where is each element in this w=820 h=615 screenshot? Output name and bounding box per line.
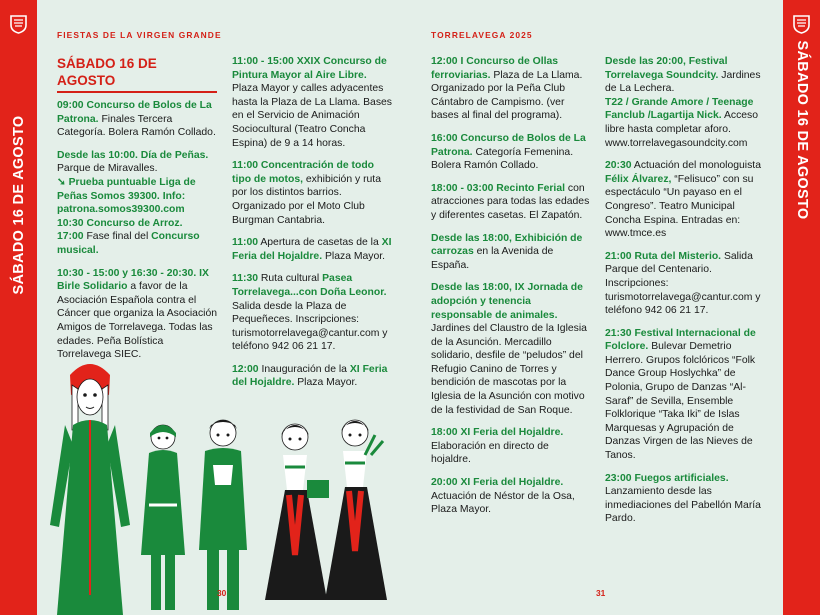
right-side-band <box>783 0 820 615</box>
coat-of-arms-icon <box>792 14 811 34</box>
day-title: SÁBADO 16 DE AGOSTO <box>57 55 217 93</box>
column-2 <box>232 55 392 399</box>
folk-dancers-illustration <box>45 355 390 615</box>
event: Desde las 18:00, IX Jornada de adopción y tenencia responsable de animales. Jardines del Claustro de la Iglesia de la Asunción. Mercadillo solidario, desfile de “peludos” del Refugio Canino de Torres y bendición de mascotas por la Iglesia de la Asunción con motivo de la festividad de San Roque. <box>431 282 587 416</box>
event: Desde las 20:00, Festival Torrelavega Soundcity. Jardines de La Lechera. T22 / Grande Amore / Teenage Fanclub /Lagartija Nick. Acceso libre hasta completar aforo. www.torrelavegasoundcity.com <box>605 56 761 149</box>
band-day-label: SÁBADO 16 DE AGOSTO <box>793 40 810 220</box>
event: 11:00 - 15:00 XXIX Concurso de Pintura Mayor al Aire Libre. Plaza Mayor y calles adyacentes hasta la Plaza de La Llama. Bases en el Servicio de Animación Sociocultural (Teatro Concha Espina) de 9 a 14 horas. <box>232 56 392 149</box>
page-number-left: 30 <box>217 588 227 598</box>
coat-of-arms-icon <box>9 14 28 34</box>
event: 12:00 Inauguración de la XI Feria del Hojaldre. Plaza Mayor. <box>232 363 388 389</box>
dancer-figure <box>141 425 185 610</box>
page-number-right: 31 <box>596 588 606 598</box>
dancer-figure <box>265 424 329 600</box>
event: 23:00 Fuegos artificiales. Lanzamiento desde las inmediaciones del Pabellón María Pardo. <box>605 472 761 525</box>
left-side-band <box>0 0 37 615</box>
dancer-figure <box>50 364 130 615</box>
column-1 <box>57 55 217 371</box>
event: 16:00 Concurso de Bolos de La Patrona. Categoría Femenina. Bolera Ramón Collado. <box>431 132 586 172</box>
dancer-figure <box>199 420 247 610</box>
event: 11:30 Ruta cultural Pasea Torrelavega...con Doña Leonor. Salida desde la Plaza de Pequeñeces. Inscripciones: turismotorrelavega@cantur.com y teléfono 942 06 21 17. <box>232 273 388 353</box>
event: 11:00 Apertura de casetas de la XI Feria del Hojaldre. Plaza Mayor. <box>232 237 392 262</box>
band-day-label: SÁBADO 16 DE AGOSTO <box>10 115 27 295</box>
event: 18:00 XI Feria del Hojaldre. Elaboración en directo de hojaldre. <box>431 427 564 466</box>
dancer-figure <box>325 420 387 600</box>
event: 18:00 - 03:00 Recinto Ferial con atracciones para todas las edades y diferentes casetas. El Zapatón. <box>431 182 590 221</box>
event: Desde las 10:00. Día de Peñas. Parque de Miravalles. ➘ Prueba puntuable Liga de Peñas Somos 39300. Info: patrona.somos39300.com 10:30 Concurso de Arroz. 17:00 Fase final del Concurso musical. <box>57 149 209 256</box>
running-header-right: TORRELAVEGA 2025 <box>431 30 533 40</box>
event: 10:30 - 15:00 y 16:30 - 20:30. IX Birle Solidario a favor de la Asociación Española contra el Cáncer que organiza la Asociación Amigos de Torrelavega. Todas las edades. Peña Bolística Torrelavega SIEC. <box>57 267 217 361</box>
running-header-left: FIESTAS DE LA VIRGEN GRANDE <box>57 30 222 40</box>
event: 21:00 Ruta del Misterio. Salida Parque del Centenario. Inscripciones: turismotorrelavega@cantur.com y teléfono 942 06 21 17. <box>605 250 761 317</box>
event: 12:00 I Concurso de Ollas ferroviarias. Plaza de La Llama. Organizado por la Peña Club Cántabro de Campismo. (ver bases al final del programa). <box>431 56 583 122</box>
column-4 <box>605 55 770 535</box>
event: 11:00 Concentración de todo tipo de motos, exhibición y ruta por los distintos barrios. Organizado por el Moto Club Burgman Cantabria. <box>232 160 381 226</box>
event: 20:00 XI Feria del Hojaldre. Actuación de Néstor de la Osa, Plaza Mayor. <box>431 477 575 516</box>
event: 09:00 Concurso de Bolos de La Patrona. Finales Tercera Categoría. Bolera Ramón Collado. <box>57 100 216 139</box>
event: 20:30 Actuación del monologuista Félix Álvarez, “Felisuco” con su espectáculo “Un payaso en el Congreso”. Teatro Municipal Concha Espina. Entradas en: www.tmce.es <box>605 160 761 240</box>
event: 21:30 Festival Internacional de Folclore. Bulevar Demetrio Herrero. Grupos folclóricos “Folk Dance Group Hoslychka” de Polonia, Grupo de Danzas “Al-Saraf” de Sevilla, Ensemble Folklorique “Taka Iki” de Islas Marquesas y Agrupación de Danzas Virgen de las Nieves de Tanos. <box>605 327 756 462</box>
event: Desde las 18:00, Exhibición de carrozas en la Avenida de España. <box>431 232 583 271</box>
column-3 <box>431 55 591 526</box>
